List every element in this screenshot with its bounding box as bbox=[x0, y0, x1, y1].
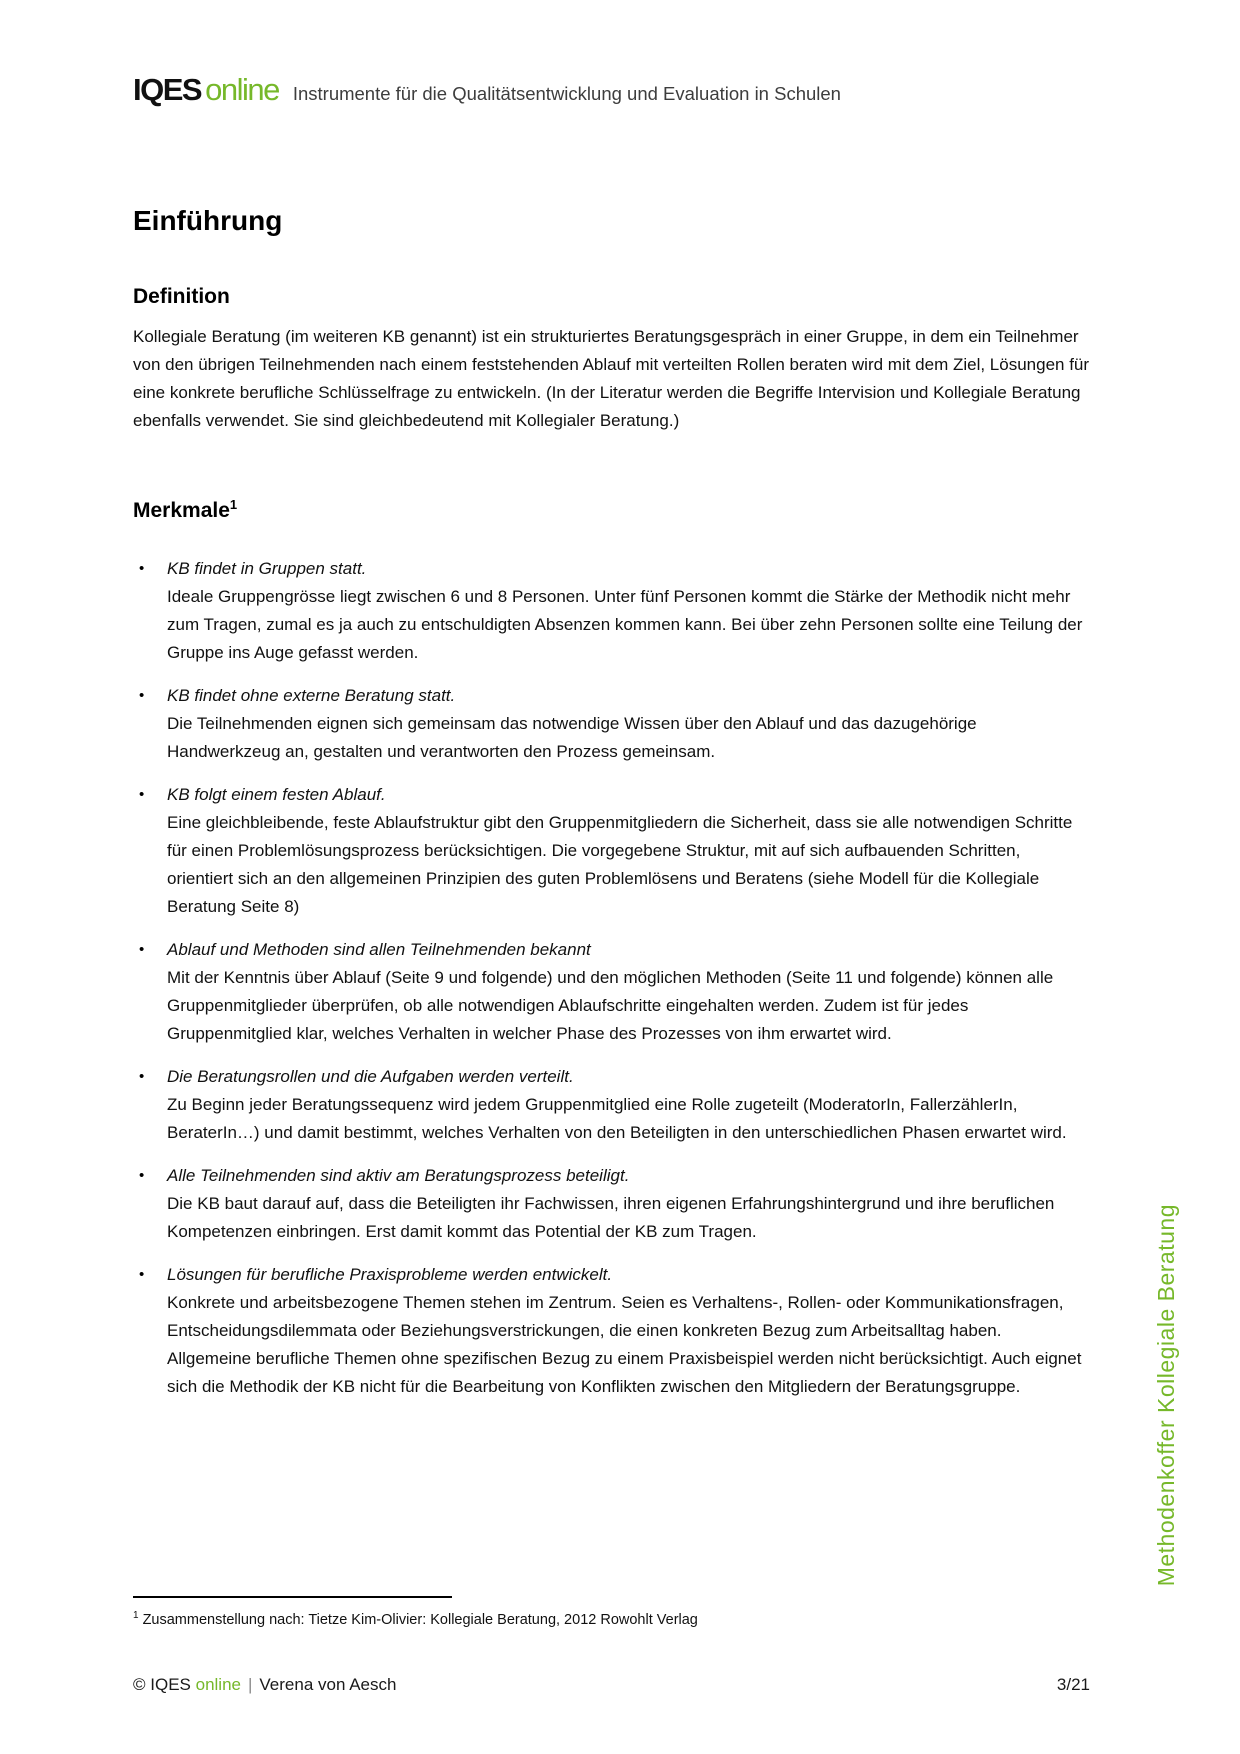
bullet-body: Konkrete und arbeitsbezogene Themen stehen im Zentrum. Seien es Verhaltens-, Rollen- oder Kommunikationsfragen, Entscheidungsdilemmata oder Beziehungsverstrickungen, die einen konkreten Bezug zum Arbeitsalltag haben. bbox=[167, 1293, 1064, 1340]
footnote-body-text: Zusammenstellung nach: Tietze Kim-Olivier: Kollegiale Beratung, 2012 Rowohlt Verlag bbox=[142, 1611, 698, 1628]
list-item bbox=[133, 555, 1090, 667]
logo-iqes-text: IQES bbox=[133, 72, 202, 107]
bullet-icon: • bbox=[139, 1167, 145, 1184]
footnote-separator-line bbox=[133, 1596, 452, 1598]
list-item bbox=[133, 1063, 1090, 1147]
merkmale-list bbox=[133, 555, 1090, 1401]
definition-paragraph: Kollegiale Beratung (im weiteren KB genannt) ist ein strukturiertes Beratungsgespräch in einer Gruppe, in dem ein Teilnehmer von den übrigen Teilnehmenden nach einem feststehenden Ablauf mit verteilten Rollen beraten wird mit dem Ziel, Lösungen für eine konkrete berufliche Schlüsselfrage zu entwickeln. (In der Literatur werden die Begriffe Intervision und Kollegiale Beratung ebenfalls verwendet. Sie sind gleichbedeutend mit Kollegialer Beratung.) bbox=[133, 327, 1090, 430]
logo-online-text: online bbox=[205, 72, 279, 107]
page-footer bbox=[133, 1672, 1090, 1698]
footnote-text bbox=[133, 1604, 1090, 1632]
bullet-icon: • bbox=[139, 786, 145, 803]
bullet-icon: • bbox=[139, 1068, 145, 1085]
merkmale-heading bbox=[133, 491, 1090, 525]
footnote-marker: 1 bbox=[133, 1610, 139, 1621]
footer-author: Verena von Aesch bbox=[259, 1675, 397, 1694]
footer-online-text: online bbox=[195, 1675, 241, 1694]
sidebar-vertical-title: Methodenkoffer Kollegiale Beratung bbox=[1153, 1203, 1179, 1586]
page-number: 3/21 bbox=[1056, 1675, 1090, 1694]
bullet-body: Ideale Gruppengrösse liegt zwischen 6 und 8 Personen. Unter fünf Personen kommt die Stärke der Methodik nicht mehr zum Tragen, zumal es ja auch zu entschuldigten Absenzen kommen kann. Bei über zehn Personen sollte eine Teilung der Gruppe ins Auge gefasst werden. bbox=[167, 587, 1083, 662]
footer-copyright bbox=[133, 1672, 396, 1698]
bullet-body: Mit der Kenntnis über Ablauf (Seite 9 und folgende) und den möglichen Methoden (Seite 11 und folgende) können alle Gruppenmitglieder überprüfen, ob alle notwendigen Ablaufschritte eingehalten werden. Zudem ist für jedes Gruppenmitglied klar, welches Verhalten in welcher Phase des Prozesses von ihm erwartet wird. bbox=[167, 968, 1054, 1043]
bullet-icon: • bbox=[139, 941, 145, 958]
list-item bbox=[133, 1162, 1090, 1246]
bullet-icon: • bbox=[139, 1266, 145, 1283]
footer-separator: | bbox=[247, 1675, 253, 1694]
bullet-icon: • bbox=[139, 560, 145, 577]
bullet-title: KB findet ohne externe Beratung statt. bbox=[167, 686, 456, 705]
merkmale-heading-text: Merkmale bbox=[133, 499, 230, 522]
bullet-title: Lösungen für berufliche Praxisprobleme werden entwickelt. bbox=[167, 1265, 613, 1284]
header-tagline: Instrumente für die Qualitätsentwicklung und Evaluation in Schulen bbox=[292, 83, 841, 104]
definition-heading: Definition bbox=[133, 285, 230, 308]
bullet-body: Zu Beginn jeder Beratungssequenz wird jedem Gruppenmitglied eine Rolle zugeteilt (ModeratorIn, FallerzählerIn, BeraterIn…) und damit bestimmt, welches Verhalten von den Beteiligten in den unterschiedlichen Phasen erwartet wird. bbox=[167, 1095, 1067, 1142]
bullet-body: Die Teilnehmenden eignen sich gemeinsam das notwendige Wissen über den Ablauf und das dazugehörige Handwerkzeug an, gestalten und verantworten den Prozess gemeinsam. bbox=[167, 714, 977, 761]
bullet-title: KB folgt einem festen Ablauf. bbox=[167, 785, 386, 804]
document-body bbox=[133, 0, 1090, 1416]
footnote-reference: 1 bbox=[229, 497, 238, 512]
bullet-title: Die Beratungsrollen und die Aufgaben werden verteilt. bbox=[167, 1067, 574, 1086]
bullet-body: Eine gleichbleibende, feste Ablaufstruktur gibt den Gruppenmitgliedern die Sicherheit, dass sie alle notwendigen Schritte für einen Problemlösungsprozess berücksichtigen. Die vorgegebene Struktur, mit auf sich aufbauenden Schritten, orientiert sich an den allgemeinen Prinzipien des guten Problemlösens und Beratens (siehe Modell für die Kollegiale Beratung Seite 8) bbox=[167, 813, 1073, 916]
page-title: Einführung bbox=[133, 205, 283, 236]
list-item bbox=[133, 682, 1090, 766]
bullet-title: KB findet in Gruppen statt. bbox=[167, 559, 367, 578]
footnote-area bbox=[133, 1596, 1090, 1632]
bullet-title: Ablauf und Methoden sind allen Teilnehmenden bekannt bbox=[167, 940, 591, 959]
list-item bbox=[133, 781, 1090, 921]
bullet-icon: • bbox=[139, 687, 145, 704]
bullet-body: Die KB baut darauf auf, dass die Beteiligten ihr Fachwissen, ihren eigenen Erfahrungshintergrund und ihre beruflichen Kompetenzen einbringen. Erst damit kommt das Potential der KB zum Tragen. bbox=[167, 1194, 1055, 1241]
bullet-title: Alle Teilnehmenden sind aktiv am Beratungsprozess beteiligt. bbox=[167, 1166, 630, 1185]
list-item bbox=[133, 1261, 1090, 1401]
footer-copyright-prefix: © IQES bbox=[133, 1675, 191, 1694]
bullet-body: Allgemeine berufliche Themen ohne spezifischen Bezug zu einem Praxisbeispiel werden nicht berücksichtigt. Auch eignet sich die Methodik der KB nicht für die Bearbeitung von Konflikten zwischen den Mitgliedern der Beratungsgruppe. bbox=[167, 1349, 1082, 1396]
list-item bbox=[133, 936, 1090, 1048]
